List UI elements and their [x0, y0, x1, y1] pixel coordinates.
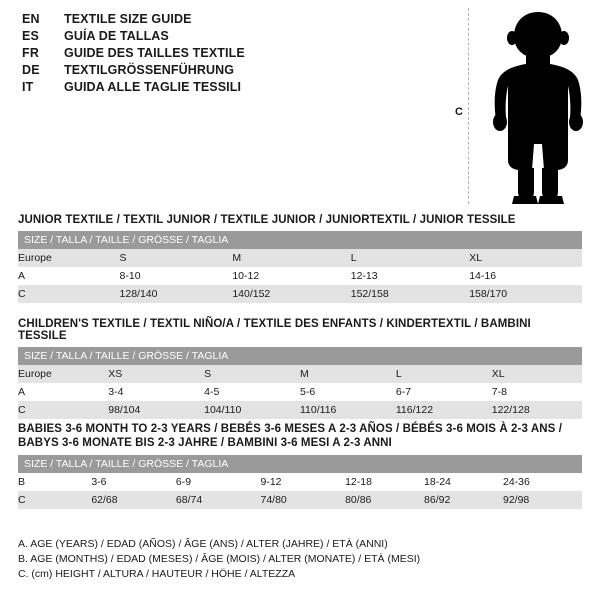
junior-size-table — [18, 231, 582, 303]
cell: 86/92 — [424, 491, 503, 509]
cell: 92/98 — [503, 491, 582, 509]
table-header-row — [18, 231, 582, 249]
language-titles — [22, 12, 442, 97]
table-row — [18, 267, 582, 285]
section-title: CHILDREN'S TEXTILE / TEXTIL NIÑO/A / TEXTILE DES ENFANTS / KINDERTEXTIL / BAMBINI TESSILE — [18, 318, 531, 342]
cell: 18-24 — [424, 473, 503, 491]
row-label: B — [18, 473, 91, 491]
cell: 68/74 — [176, 491, 261, 509]
cell: 140/152 — [232, 285, 350, 303]
legend-line-a: A. AGE (YEARS) / EDAD (AÑOS) / ÂGE (ANS) / ALTER (JAHRE) / ETÀ (ANNI) — [18, 538, 388, 550]
row-label: Europe — [18, 249, 120, 267]
cell: 74/80 — [261, 491, 346, 509]
cell: 6-7 — [396, 383, 492, 401]
table-row — [18, 491, 582, 509]
language-row-en — [22, 12, 442, 26]
cell: 12-18 — [345, 473, 424, 491]
cell: 10-12 — [232, 267, 350, 285]
children-size-table — [18, 347, 582, 419]
language-row-fr — [22, 46, 442, 60]
table-row — [18, 249, 582, 267]
table-row — [18, 473, 582, 491]
cell: 8-10 — [120, 267, 233, 285]
row-label: C — [18, 401, 108, 419]
cell: L — [396, 365, 492, 383]
measurement-figure — [446, 6, 596, 206]
cell: 14-16 — [469, 267, 582, 285]
cell: 158/170 — [469, 285, 582, 303]
section-junior — [18, 214, 582, 303]
table-header-label: SIZE / TALLA / TAILLE / GRÖSSE / TAGLIA — [18, 347, 582, 365]
cell: XL — [469, 249, 582, 267]
row-label: Europe — [18, 365, 108, 383]
section-babies — [18, 422, 582, 509]
section-title: JUNIOR TEXTILE / TEXTIL JUNIOR / TEXTILE JUNIOR / JUNIORTEXTIL / JUNIOR TESSILE — [18, 214, 516, 226]
language-row-it — [22, 80, 442, 94]
legend — [18, 537, 582, 582]
cell: M — [232, 249, 350, 267]
language-code: FR — [22, 46, 40, 60]
language-code: ES — [22, 29, 40, 43]
legend-line-b: B. AGE (MONTHS) / EDAD (MESES) / ÂGE (MOIS) / ALTER (MONATE) / ETÀ (MESI) — [18, 553, 421, 565]
language-title: GUÍA DE TALLAS — [64, 29, 169, 43]
table-header-label: SIZE / TALLA / TAILLE / GRÖSSE / TAGLIA — [18, 231, 582, 249]
cell: 122/128 — [492, 401, 582, 419]
height-measure-line — [468, 8, 469, 204]
cell: 12-13 — [351, 267, 469, 285]
table-row — [18, 285, 582, 303]
cell: 5-6 — [300, 383, 396, 401]
cell: 3-6 — [91, 473, 176, 491]
language-code: IT — [22, 80, 34, 94]
legend-line-c: C. (cm) HEIGHT / ALTURA / HAUTEUR / HÖHE / ALTEZZA — [18, 568, 296, 580]
language-title: GUIDA ALLE TAGLIE TESSILI — [64, 80, 242, 94]
cell: 62/68 — [91, 491, 176, 509]
section-title: BABIES 3-6 MONTH TO 2-3 YEARS / BEBÉS 3-6 MESES A 2-3 AÑOS / BÉBÉS 3-6 MOIS À 2-3 ANS / BABYS 3-6 MONATE BIS 2-3 JAHRE / BAMBINI 3-6 MESI A 2-3 ANNI — [18, 423, 562, 449]
language-title: GUIDE DES TAILLES TEXTILE — [64, 46, 245, 60]
cell: 104/110 — [204, 401, 300, 419]
cell: 9-12 — [261, 473, 346, 491]
cell: 116/122 — [396, 401, 492, 419]
language-row-es — [22, 29, 442, 43]
table-row — [18, 383, 582, 401]
cell: S — [204, 365, 300, 383]
babies-size-table — [18, 455, 582, 509]
cell: 128/140 — [120, 285, 233, 303]
cell: XS — [108, 365, 204, 383]
cell: 6-9 — [176, 473, 261, 491]
row-label: A — [18, 383, 108, 401]
cell: 98/104 — [108, 401, 204, 419]
cell: L — [351, 249, 469, 267]
row-label: C — [18, 285, 120, 303]
table-row — [18, 401, 582, 419]
row-label: A — [18, 267, 120, 285]
section-children — [18, 318, 582, 419]
row-label: C — [18, 491, 91, 509]
cell: 7-8 — [492, 383, 582, 401]
table-header-row — [18, 455, 582, 473]
language-code: DE — [22, 63, 40, 77]
cell: 4-5 — [204, 383, 300, 401]
language-row-de — [22, 63, 442, 77]
cell: 152/158 — [351, 285, 469, 303]
cell: 24-36 — [503, 473, 582, 491]
cell: 3-4 — [108, 383, 204, 401]
language-code: EN — [22, 12, 40, 26]
table-header-row — [18, 347, 582, 365]
table-row — [18, 365, 582, 383]
table-header-label: SIZE / TALLA / TAILLE / GRÖSSE / TAGLIA — [18, 455, 582, 473]
cell: XL — [492, 365, 582, 383]
cell: 80/86 — [345, 491, 424, 509]
cell: S — [120, 249, 233, 267]
toddler-silhouette-icon — [484, 10, 592, 206]
cell: M — [300, 365, 396, 383]
cell: 110/116 — [300, 401, 396, 419]
language-title: TEXTILE SIZE GUIDE — [64, 12, 192, 26]
measure-label-c: C — [455, 106, 463, 118]
language-title: TEXTILGRÖSSENFÜHRUNG — [64, 63, 235, 77]
